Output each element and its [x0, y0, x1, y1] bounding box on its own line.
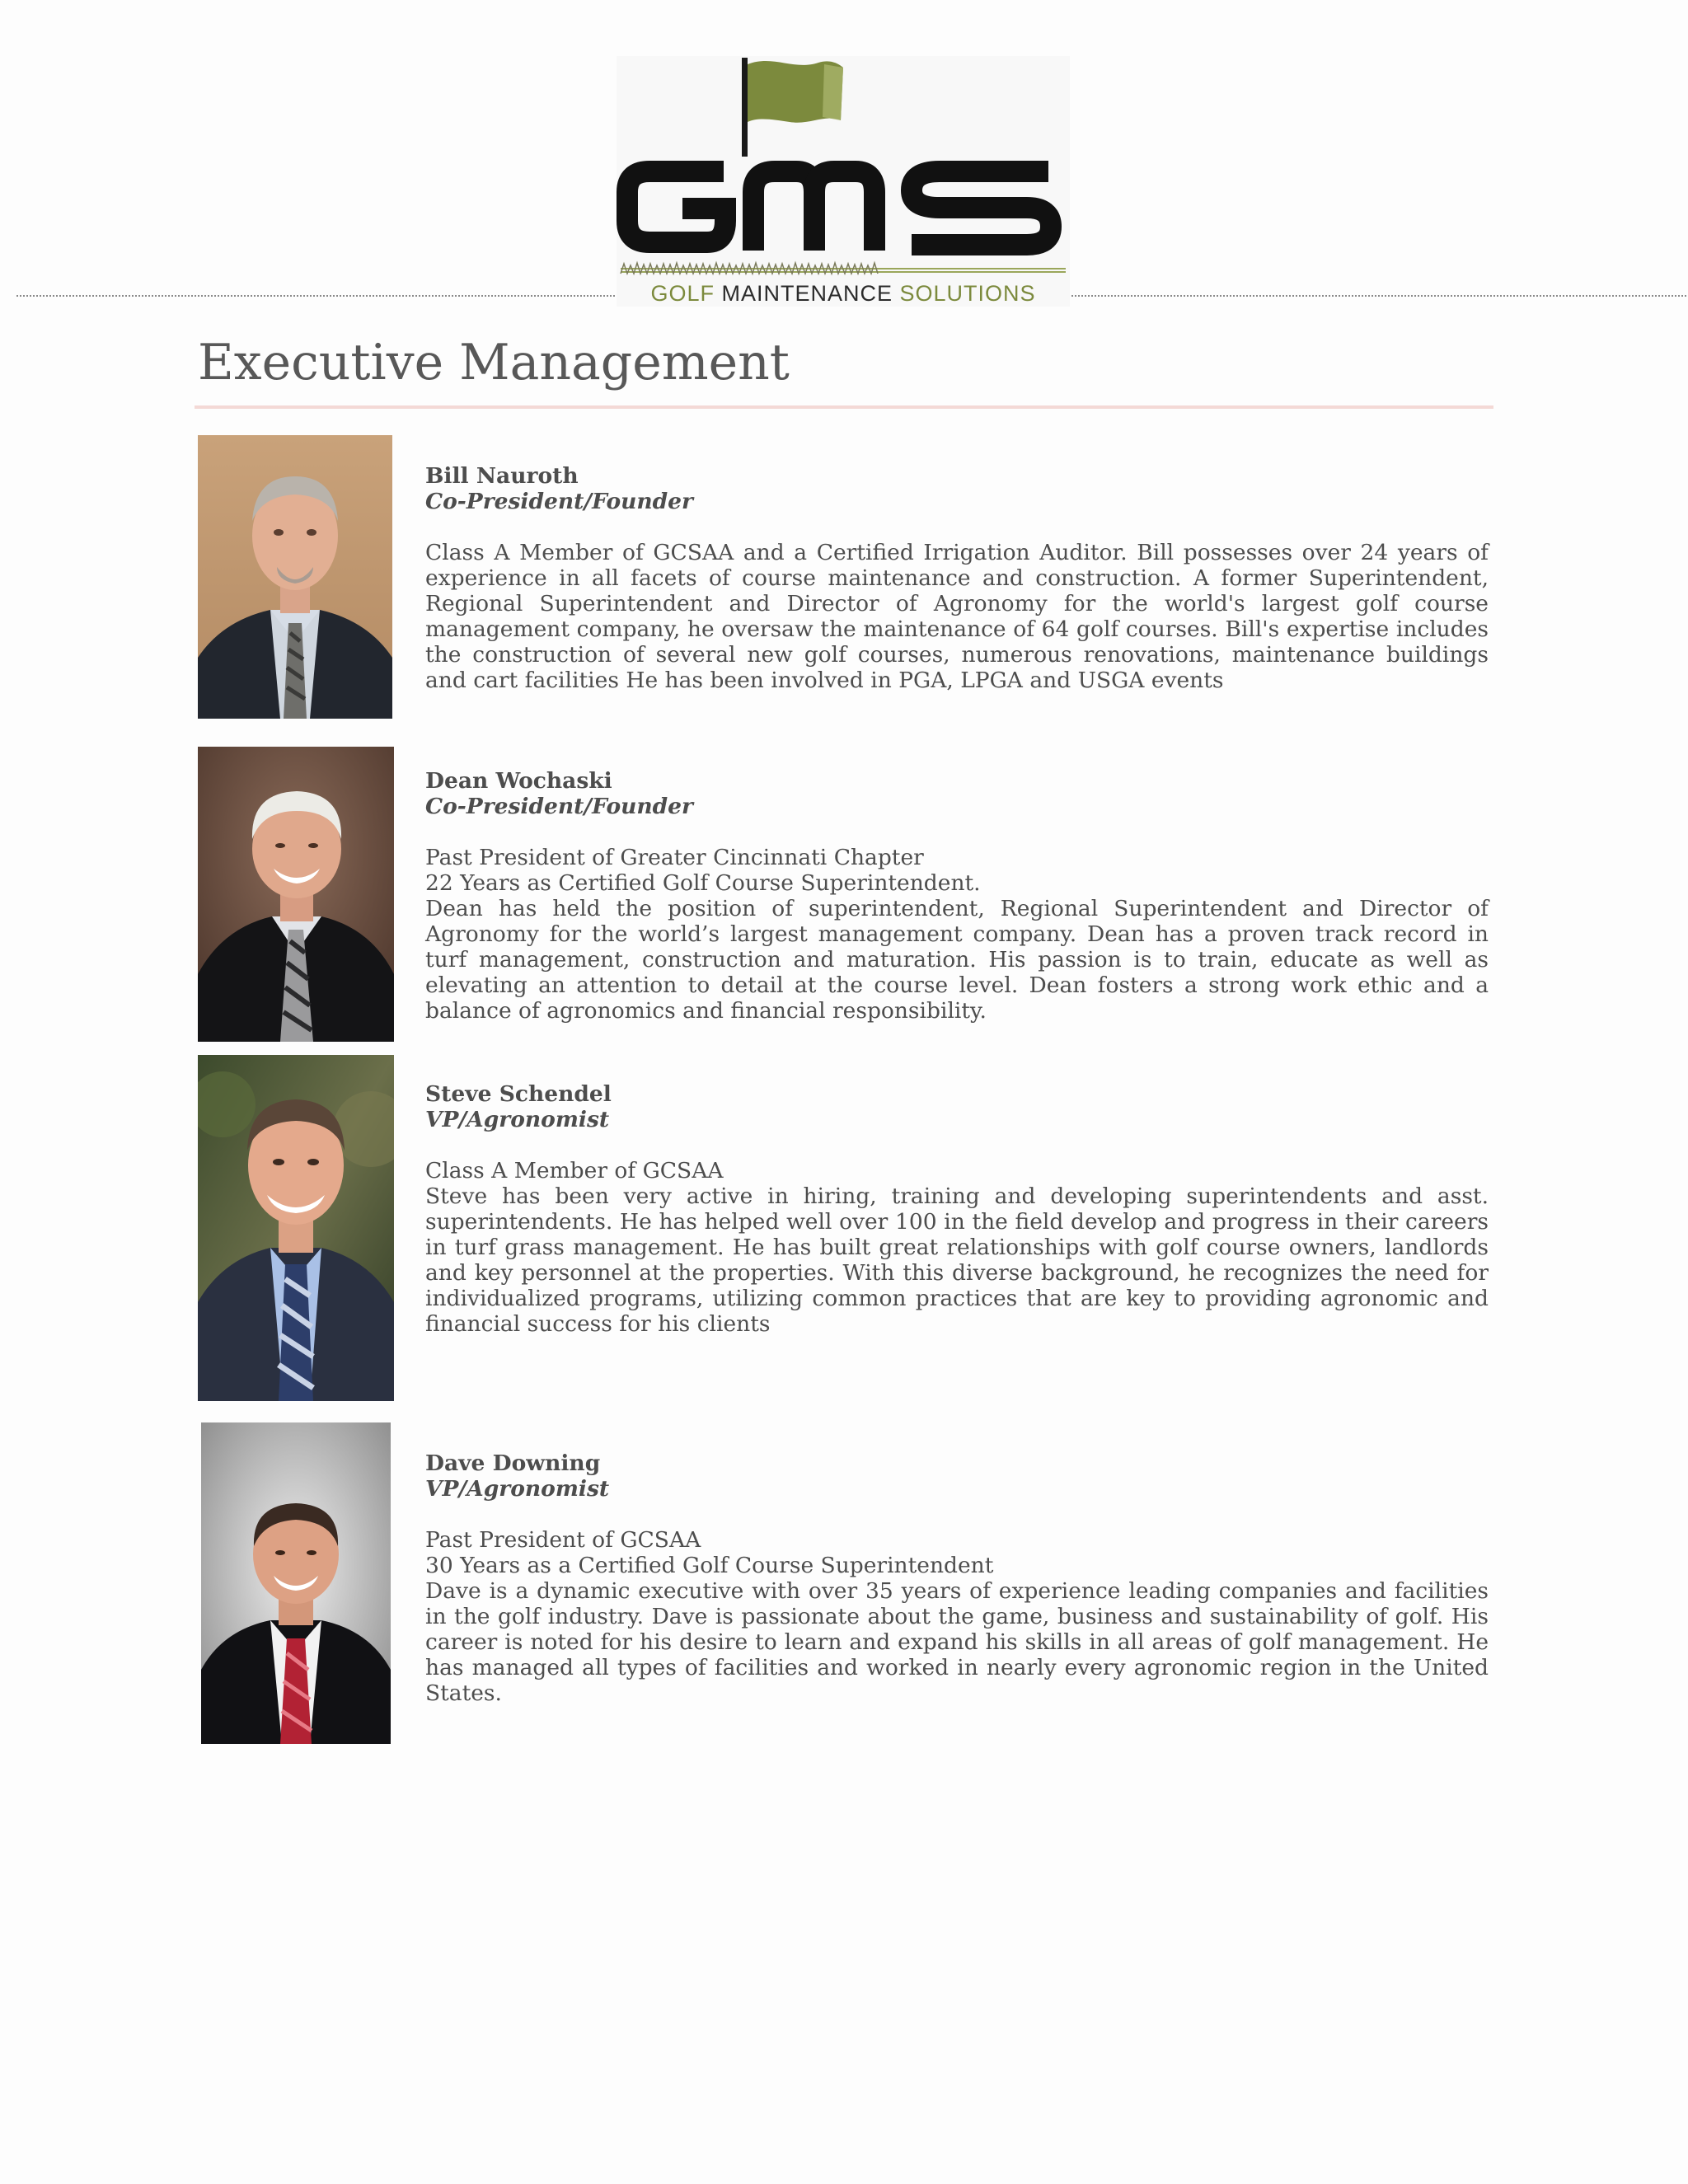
executive-role: Co-President/Founder [425, 794, 694, 819]
executive-credential: 30 Years as a Certified Golf Course Superintendent [425, 1553, 994, 1578]
gms-logo-graphic [617, 56, 1070, 305]
logo-tagline: GOLF MAINTENANCE SOLUTIONS [650, 281, 1036, 306]
executive-description: Steve has been very active in hiring, training and developing superintendents and asst. superintendents. He has helped well over 100 in the field develop and progress in their careers in turf grass management. He has built great relationships with golf course owners, landlords and key personnel at the properties. With this diverse background, he recognizes the need for individualized programs, utilizing common practices that are key to providing agronomic and financial success for his clients [425, 1183, 1489, 1337]
executive-description: Dean has held the position of superintendent, Regional Superintendent and Director of Agronomy for the world’s largest management company. Dean has a proven track record in turf management, construction and maturation. His passion is to train, educate as well as elevating an attention to detail at the course level. Dean fosters a strong work ethic and a balance of agronomics and financial responsibility. [425, 896, 1489, 1024]
executive-bio [425, 463, 1489, 693]
executive-credential: Class A Member of GCSAA [425, 1158, 724, 1183]
executive-bio [425, 1451, 1489, 1706]
executive-name: Bill Nauroth [425, 463, 579, 489]
executive-name: Dean Wochaski [425, 768, 612, 794]
title-underline [195, 405, 1493, 409]
executive-credential: Past President of Greater Cincinnati Chapter [425, 845, 924, 870]
company-logo [617, 56, 1070, 305]
executive-role: Co-President/Founder [425, 489, 694, 514]
page-title: Executive Management [198, 334, 790, 391]
flag-pole [742, 58, 748, 157]
executive-photo [201, 1422, 391, 1744]
executive-name: Steve Schendel [425, 1081, 612, 1107]
executive-credential: 22 Years as Certified Golf Course Superintendent. [425, 870, 981, 896]
executive-credential: Past President of GCSAA [425, 1527, 701, 1553]
executive-bio [425, 1081, 1489, 1337]
executive-bio [425, 768, 1489, 1024]
gms-wordmark [627, 171, 1051, 251]
executive-photo [198, 435, 392, 719]
executive-role: VP/Agronomist [425, 1107, 610, 1132]
executive-photo [198, 747, 394, 1042]
executive-description: Dave is a dynamic executive with over 35 years of experience leading companies and facilities in the golf industry. Dave is passionate about the game, business and sustainability of golf. His career is noted for his desire to learn and expand his skills in all areas of golf management. He has managed all types of facilities and worked in nearly every agronomic region in the United States. [425, 1578, 1489, 1706]
executive-description: Class A Member of GCSAA and a Certified Irrigation Auditor. Bill possesses over 24 years of experience in all facets of course maintenance and construction. A former Superintendent, Regional Superintendent and Director of Agronomy for the world's largest golf course management company, he oversaw the maintenance of 64 golf courses. Bill's expertise includes the construction of several new golf courses, numerous renovations, maintenance buildings and cart facilities He has been involved in PGA, LPGA and USGA events [425, 540, 1489, 693]
executive-name: Dave Downing [425, 1451, 601, 1476]
executive-role: VP/Agronomist [425, 1476, 610, 1502]
executive-photo [198, 1055, 394, 1401]
